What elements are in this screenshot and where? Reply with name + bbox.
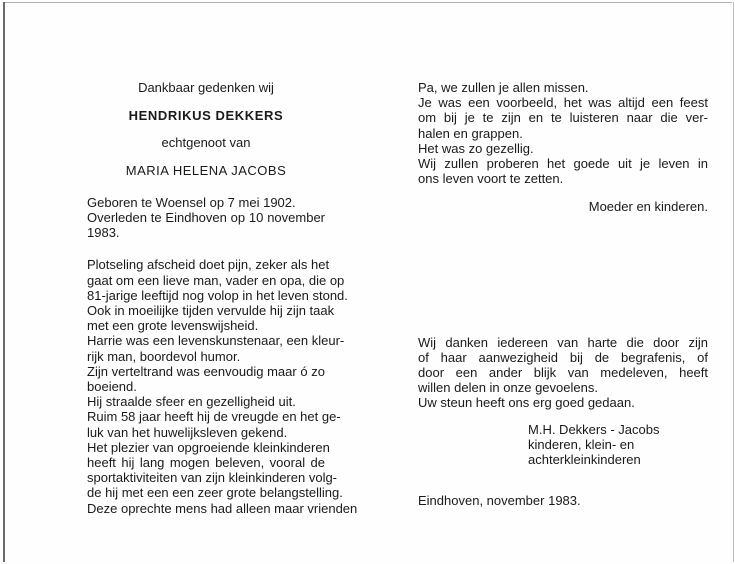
farewell-line: halen en grappen. bbox=[418, 125, 523, 141]
eulogy-line: sportaktiviteiten van zijn kleinkinderen volg- bbox=[87, 470, 338, 486]
eulogy-line: Hij straalde sfeer en gezelligheid uit. bbox=[87, 394, 296, 410]
thanks-line: Wij danken iedereen van harte die door zijn bbox=[418, 334, 708, 350]
eulogy-line: luk van het huwelijksleven gekend. bbox=[87, 424, 288, 440]
place-date: Eindhoven, november 1983. bbox=[418, 493, 581, 509]
eulogy-line: Deze oprechte mens had alleen maar vrienden bbox=[87, 500, 358, 516]
card-edge-top bbox=[3, 2, 732, 3]
thanks-text bbox=[418, 335, 708, 411]
died-line: Overleden te Eindhoven op 10 november bbox=[87, 210, 325, 226]
dates-block bbox=[87, 195, 325, 241]
died-line-year: 1983. bbox=[87, 225, 120, 241]
thanks-line: of haar aanwezigheid bij de begrafenis, of bbox=[418, 349, 708, 365]
card-edge-left bbox=[3, 2, 5, 562]
eulogy-text bbox=[87, 257, 358, 516]
eulogy-line: Het plezier van opgroeiende kleinkinderen bbox=[87, 439, 330, 455]
farewell-line: Pa, we zullen je allen missen. bbox=[418, 80, 589, 95]
spouse-name: MARIA HELENA JACOBS bbox=[125, 162, 287, 178]
deceased-name: HENDRIKUS DEKKERS bbox=[128, 108, 284, 124]
family-line: achterkleinkinderen bbox=[528, 452, 641, 468]
eulogy-line: boeiend. bbox=[87, 379, 137, 395]
farewell-line: ons leven voort te zetten. bbox=[418, 171, 564, 187]
left-column bbox=[87, 80, 358, 516]
farewell-line: Je was een voorbeeld, het was altijd een feest bbox=[418, 95, 708, 111]
eulogy-line: 81-jarige leeftijd nog volop in het leven stond. bbox=[87, 287, 348, 303]
farewell-line: Wij zullen proberen het goede uit je leven in bbox=[418, 156, 708, 172]
eulogy-line: Plotseling afscheid doet pijn, zeker als het bbox=[87, 257, 330, 273]
spouse-label: echtgenoot van bbox=[161, 135, 251, 151]
card-edge-right bbox=[733, 2, 734, 562]
intro-line: Dankbaar gedenken wij bbox=[138, 80, 274, 95]
eulogy-line: de hij met een een zeer grote belangstelling. bbox=[87, 485, 343, 501]
farewell-signature-text: Moeder en kinderen. bbox=[588, 199, 708, 215]
eulogy-line: Harrie was een levenskunstenaar, een kleur- bbox=[87, 333, 345, 349]
farewell-signature bbox=[418, 199, 708, 214]
farewell-text bbox=[418, 80, 708, 186]
eulogy-line: rijk man, boordevol humor. bbox=[87, 348, 241, 364]
eulogy-line: Zijn verteltrand was eenvoudig maar ó zo bbox=[87, 363, 325, 379]
farewell-line: Het was zo gezellig. bbox=[418, 140, 534, 156]
family-line: M.H. Dekkers - Jacobs bbox=[528, 421, 660, 437]
eulogy-line: met een grote levenswijsheid. bbox=[87, 318, 259, 334]
eulogy-line: Ook in moeilijke tijden vervulde hij zijn taak bbox=[87, 303, 335, 319]
farewell-line: om bij je te zijn en te luisteren naar die ver- bbox=[418, 110, 708, 126]
eulogy-line: Ruim 58 jaar heeft hij de vreugde en het ge- bbox=[87, 409, 341, 425]
thanks-line: willen delen in onze gevoelens. bbox=[418, 380, 598, 396]
eulogy-line: gaat om een lieve man, vader en opa, die op bbox=[87, 272, 345, 288]
born-line: Geboren te Woensel op 7 mei 1902. bbox=[87, 194, 296, 210]
right-column bbox=[418, 80, 708, 508]
eulogy-line: heeft hij lang mogen beleven, vooral de bbox=[87, 455, 325, 471]
thanks-line: Uw steun heeft ons erg goed gedaan. bbox=[418, 395, 635, 411]
header-block bbox=[87, 80, 325, 178]
family-signature bbox=[418, 422, 708, 468]
family-line: kinderen, klein- en bbox=[528, 436, 635, 452]
thanks-line: door een ander blijk van medeleven, heeft bbox=[418, 365, 708, 381]
